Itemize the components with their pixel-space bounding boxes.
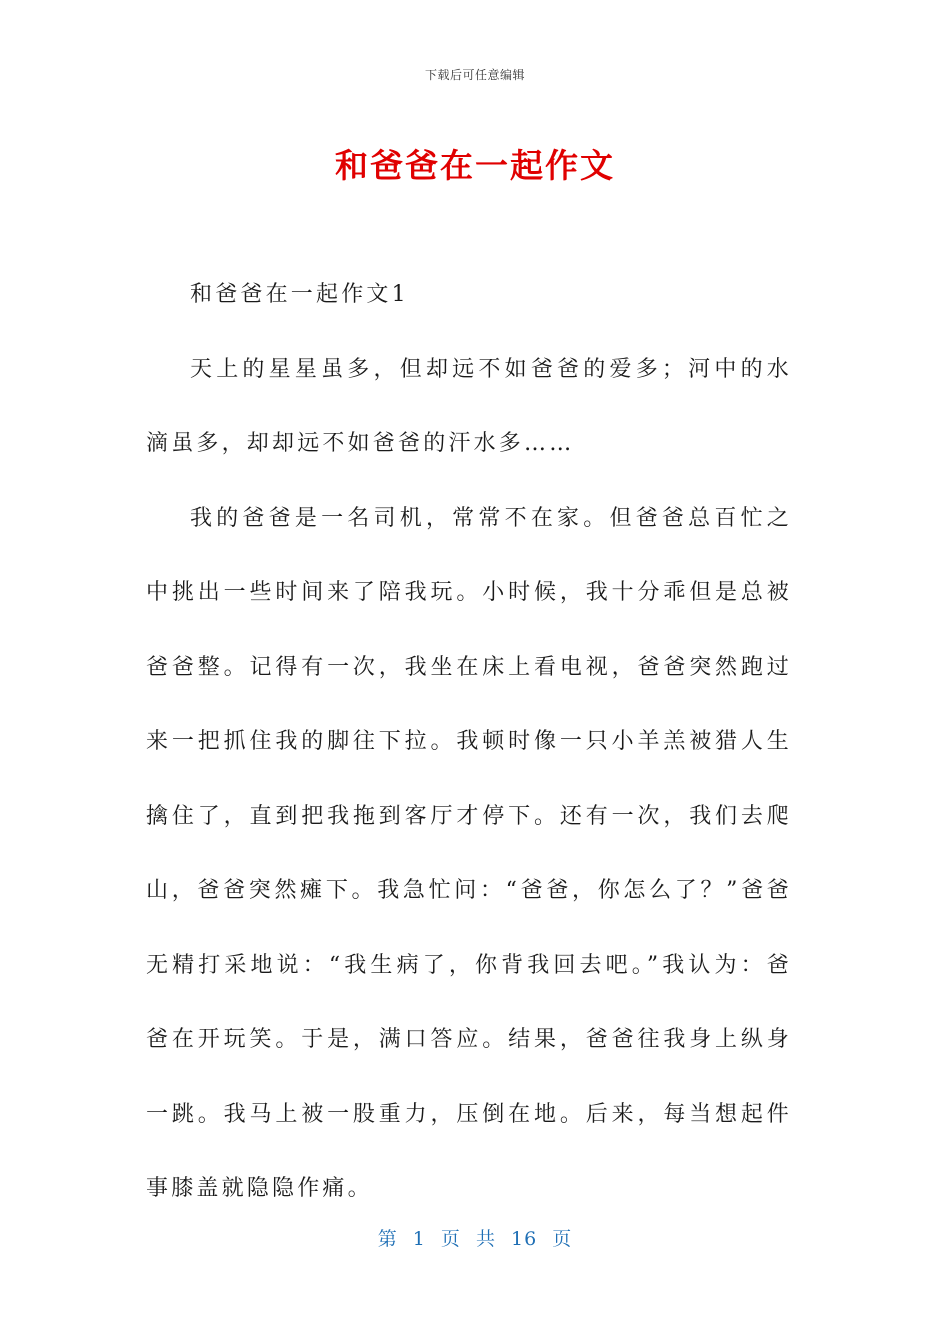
section-heading: 和爸爸在一起作文1 (190, 282, 409, 307)
paragraph: 我的爸爸是一名司机，常常不在家。但爸爸总百忙之中挑出一些时间来了陪我玩。小时候，我十分乖但是总被爸爸整。记得有一次，我坐在床上看电视，爸爸突然跑过来一把抓住我的脚往下拉。我顿时像一只小羊羔被猎人生擒住了，直到把我拖到客厅才停下。还有一次，我们去爬山，爸爸突然瘫下。我急忙问：“爸爸，你怎么了？”爸爸无精打采地说：“我生病了，你背我回去吧。”我认为：爸爸在开玩笑。于是，满口答应。结果，爸爸往我身上纵身一跳。我马上被一股重力，压倒在地。后来，每当想起件事膝盖就隐隐作痛。 (146, 505, 792, 1201)
document-body (146, 258, 792, 1227)
header-note: 下载后可任意编辑 (424, 68, 525, 82)
paragraph: 天上的星星虽多，但却远不如爸爸的爱多；河中的水滴虽多，却却远不如爸爸的汗水多…… (146, 356, 792, 456)
document-title: 和爸爸在一起作文 (335, 146, 615, 185)
page-number-footer: 第 1 页 共 16 页 (377, 1228, 573, 1250)
